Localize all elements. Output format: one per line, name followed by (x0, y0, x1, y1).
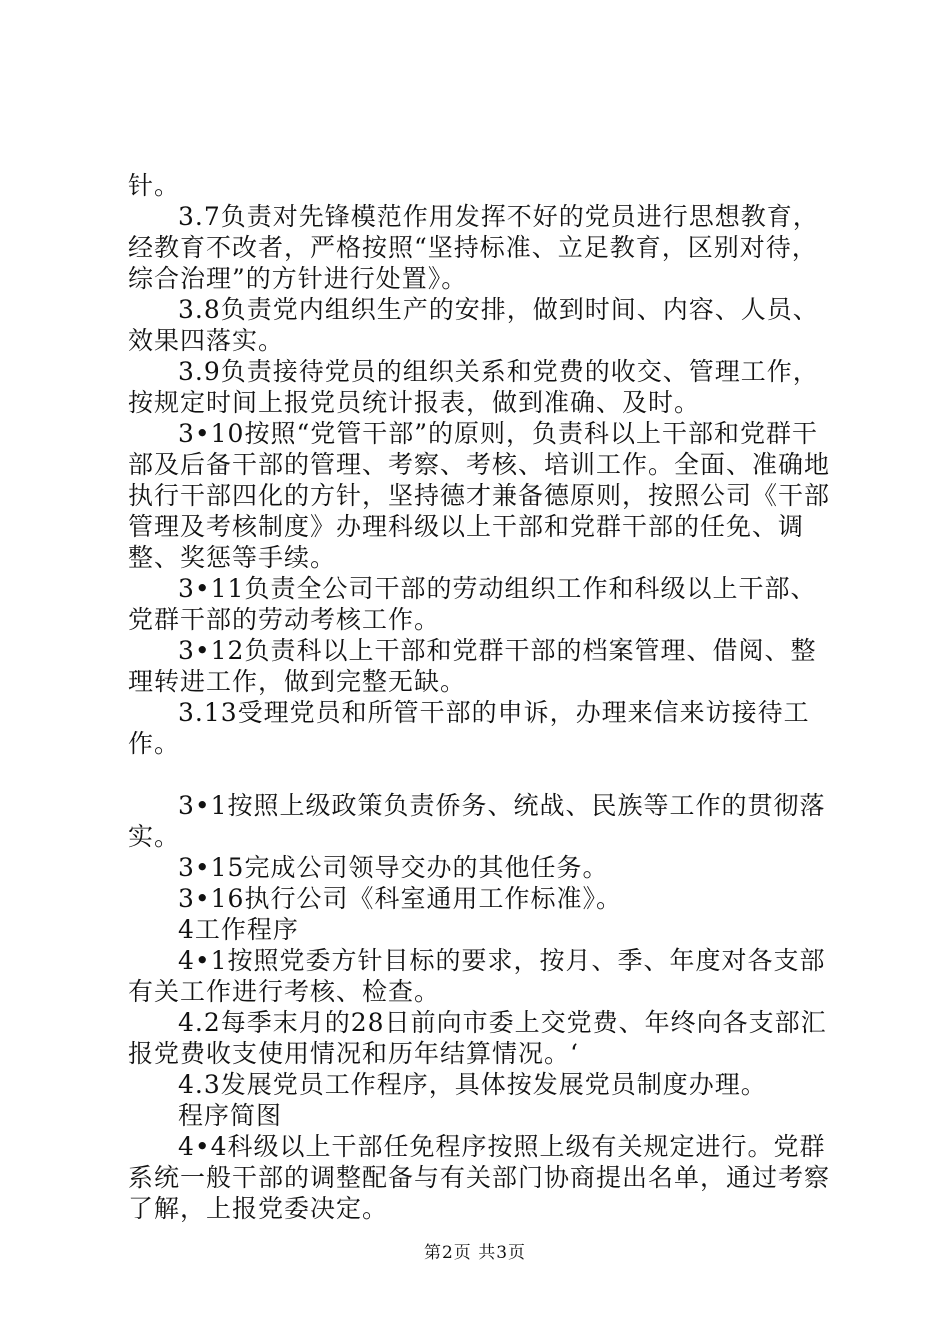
paragraph-3-15: 3•15完成公司领导交办的其他任务。 (178, 853, 609, 882)
paragraph-3-8: 3.8负责党内组织生产的安排，做到时间、内容、人员、效果四落实。 (128, 295, 819, 355)
paragraph-3-12: 3•12负责科以上干部和党群干部的档案管理、借阅、整理转进工作，做到完整无缺。 (128, 636, 817, 696)
paragraph-3-1: 3•1按照上级政策负责侨务、统战、民族等工作的贯彻落实。 (128, 791, 826, 851)
paragraph-4-3: 4.3发展党员工作程序，具体按发展党员制度办理。 (178, 1070, 767, 1099)
paragraph-continuation: 针。 (128, 171, 181, 200)
section-heading-4: 4工作程序 (178, 915, 299, 944)
paragraph-3-16: 3•16执行公司《科室通用工作标准》。 (178, 884, 622, 913)
paragraph-3-10: 3•10按照“党管干部”的原则，负责科以上干部和党群干部及后备干部的管理、考察、考核、培训工作。全面、准确地执行干部四化的方针，坚持德才兼备德原则，按照公司《干部管理及考核制度》办理科级以上干部和党群干部的任免、调整、奖惩等手续。 (128, 419, 831, 572)
paragraph-4-2: 4.2每季末月的28日前向市委上交党费、年终向各支部汇报党费收支使用情况和历年结算情况。‘ (128, 1008, 827, 1068)
paragraph-3-9: 3.9负责接待党员的组织关系和党费的收交、管理工作，按规定时间上报党员统计报表，做到准确、及时。 (128, 357, 819, 417)
paragraph-4-4: 4•4科级以上干部任免程序按照上级有关规定进行。党群系统一般干部的调整配备与有关部门协商提出名单，通过考察了解，上报党委决定。 (128, 1132, 831, 1223)
paragraph-3-11: 3•11负责全公司干部的劳动组织工作和科级以上干部、党群干部的劳动考核工作。 (128, 574, 817, 634)
paragraph-3-7: 3.7负责对先锋模范作用发挥不好的党员进行思想教育，经教育不改者，严格按照“坚持标准、立足教育，区别对待，综合治理”的方针进行处置》。 (128, 202, 819, 293)
page-footer: 第2页 共3页 (423, 1243, 527, 1263)
paragraph-4-1: 4•1按照党委方针目标的要求，按月、季、年度对各支部有关工作进行考核、检查。 (128, 946, 826, 1006)
paragraph-3-13: 3.13受理党员和所管干部的申诉，办理来信来访接待工作。 (128, 698, 810, 758)
document-body (128, 170, 840, 1224)
paragraph-flow-diagram-label: 程序简图 (178, 1101, 283, 1130)
